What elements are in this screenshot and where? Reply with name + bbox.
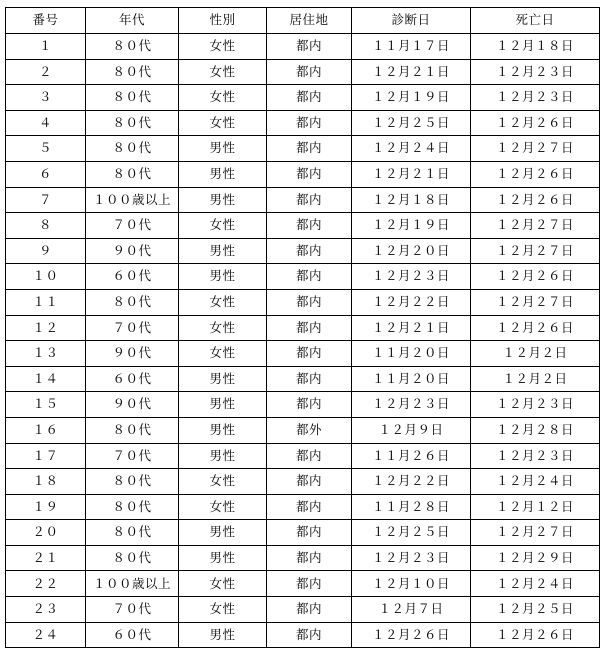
- number-cell: ２３: [6, 597, 86, 623]
- number-cell: ２: [6, 59, 86, 85]
- age-group-cell: ９０代: [86, 392, 179, 418]
- header-residence: 居住地: [267, 8, 352, 34]
- age-group-cell: ６０代: [86, 264, 179, 290]
- death-date-cell: １２月１８日: [471, 34, 600, 60]
- sex-cell: 男性: [179, 366, 267, 392]
- table-row: [6, 238, 600, 264]
- death-date-cell: １２月２７日: [471, 289, 600, 315]
- death-date-cell: １２月２６日: [471, 161, 600, 187]
- diagnosis-date-cell: １２月２１日: [352, 161, 471, 187]
- age-group-cell: ６０代: [86, 366, 179, 392]
- diagnosis-date-cell: １２月１８日: [352, 187, 471, 213]
- age-group-cell: ８０代: [86, 417, 179, 443]
- table-body: [6, 34, 600, 648]
- diagnosis-date-cell: １２月２４日: [352, 136, 471, 162]
- table-row: [6, 136, 600, 162]
- residence-cell: 都内: [267, 289, 352, 315]
- sex-cell: 女性: [179, 469, 267, 495]
- death-date-cell: １２月２３日: [471, 85, 600, 111]
- age-group-cell: ８０代: [86, 161, 179, 187]
- death-date-cell: １２月２７日: [471, 238, 600, 264]
- death-date-cell: １２月２３日: [471, 443, 600, 469]
- header-sex: 性別: [179, 8, 267, 34]
- diagnosis-date-cell: １２月２１日: [352, 59, 471, 85]
- death-date-cell: １２月２日: [471, 341, 600, 367]
- age-group-cell: ８０代: [86, 545, 179, 571]
- residence-cell: 都外: [267, 417, 352, 443]
- number-cell: １８: [6, 469, 86, 495]
- diagnosis-date-cell: １２月１９日: [352, 213, 471, 239]
- death-date-cell: １２月２８日: [471, 417, 600, 443]
- header-age-group: 年代: [86, 8, 179, 34]
- sex-cell: 女性: [179, 213, 267, 239]
- death-date-cell: １２月２３日: [471, 392, 600, 418]
- sex-cell: 男性: [179, 392, 267, 418]
- sex-cell: 男性: [179, 136, 267, 162]
- diagnosis-date-cell: １１月１７日: [352, 34, 471, 60]
- residence-cell: 都内: [267, 443, 352, 469]
- number-cell: １４: [6, 366, 86, 392]
- age-group-cell: ８０代: [86, 85, 179, 111]
- number-cell: １９: [6, 494, 86, 520]
- number-cell: １２: [6, 315, 86, 341]
- residence-cell: 都内: [267, 264, 352, 290]
- death-date-cell: １２月２４日: [471, 571, 600, 597]
- sex-cell: 女性: [179, 494, 267, 520]
- sex-cell: 女性: [179, 597, 267, 623]
- age-group-cell: ８０代: [86, 110, 179, 136]
- number-cell: １０: [6, 264, 86, 290]
- residence-cell: 都内: [267, 187, 352, 213]
- table-row: [6, 545, 600, 571]
- number-cell: ６: [6, 161, 86, 187]
- sex-cell: 男性: [179, 238, 267, 264]
- sex-cell: 女性: [179, 34, 267, 60]
- death-date-cell: １２月２９日: [471, 545, 600, 571]
- residence-cell: 都内: [267, 341, 352, 367]
- age-group-cell: ６０代: [86, 622, 179, 648]
- number-cell: ２２: [6, 571, 86, 597]
- number-cell: １１: [6, 289, 86, 315]
- number-cell: ２４: [6, 622, 86, 648]
- age-group-cell: ８０代: [86, 136, 179, 162]
- sex-cell: 女性: [179, 315, 267, 341]
- residence-cell: 都内: [267, 494, 352, 520]
- number-cell: ４: [6, 110, 86, 136]
- number-cell: １５: [6, 392, 86, 418]
- header-number: 番号: [6, 8, 86, 34]
- diagnosis-date-cell: １２月２２日: [352, 289, 471, 315]
- age-group-cell: ７０代: [86, 597, 179, 623]
- age-group-cell: ７０代: [86, 213, 179, 239]
- residence-cell: 都内: [267, 392, 352, 418]
- residence-cell: 都内: [267, 213, 352, 239]
- residence-cell: 都内: [267, 571, 352, 597]
- diagnosis-date-cell: １２月２３日: [352, 392, 471, 418]
- diagnosis-date-cell: １１月２０日: [352, 341, 471, 367]
- residence-cell: 都内: [267, 34, 352, 60]
- residence-cell: 都内: [267, 315, 352, 341]
- diagnosis-date-cell: １２月１９日: [352, 85, 471, 111]
- diagnosis-date-cell: １２月２２日: [352, 469, 471, 495]
- table-row: [6, 443, 600, 469]
- age-group-cell: １００歳以上: [86, 187, 179, 213]
- age-group-cell: ９０代: [86, 238, 179, 264]
- table-row: [6, 289, 600, 315]
- age-group-cell: ７０代: [86, 443, 179, 469]
- table-row: [6, 85, 600, 111]
- diagnosis-date-cell: １２月９日: [352, 417, 471, 443]
- header-death-date: 死亡日: [471, 8, 600, 34]
- diagnosis-date-cell: １２月２５日: [352, 110, 471, 136]
- age-group-cell: １００歳以上: [86, 571, 179, 597]
- header-row: [6, 8, 600, 34]
- death-date-cell: １２月２７日: [471, 213, 600, 239]
- number-cell: １３: [6, 341, 86, 367]
- sex-cell: 女性: [179, 289, 267, 315]
- sex-cell: 女性: [179, 341, 267, 367]
- sex-cell: 男性: [179, 443, 267, 469]
- age-group-cell: ８０代: [86, 34, 179, 60]
- sex-cell: 男性: [179, 520, 267, 546]
- table-row: [6, 520, 600, 546]
- residence-cell: 都内: [267, 161, 352, 187]
- age-group-cell: ８０代: [86, 469, 179, 495]
- residence-cell: 都内: [267, 597, 352, 623]
- death-date-cell: １２月１２日: [471, 494, 600, 520]
- diagnosis-date-cell: １１月２６日: [352, 443, 471, 469]
- age-group-cell: ８０代: [86, 59, 179, 85]
- death-date-cell: １２月２７日: [471, 520, 600, 546]
- sex-cell: 男性: [179, 622, 267, 648]
- sex-cell: 男性: [179, 264, 267, 290]
- table-row: [6, 392, 600, 418]
- residence-cell: 都内: [267, 85, 352, 111]
- death-date-cell: １２月２６日: [471, 110, 600, 136]
- table-row: [6, 315, 600, 341]
- table-row: [6, 366, 600, 392]
- table-row: [6, 597, 600, 623]
- table-row: [6, 110, 600, 136]
- residence-cell: 都内: [267, 545, 352, 571]
- number-cell: １: [6, 34, 86, 60]
- sex-cell: 男性: [179, 161, 267, 187]
- number-cell: １６: [6, 417, 86, 443]
- death-date-cell: １２月２３日: [471, 59, 600, 85]
- death-date-cell: １２月２６日: [471, 264, 600, 290]
- table-row: [6, 469, 600, 495]
- death-date-cell: １２月２６日: [471, 622, 600, 648]
- table-row: [6, 59, 600, 85]
- residence-cell: 都内: [267, 110, 352, 136]
- number-cell: ２０: [6, 520, 86, 546]
- table-row: [6, 34, 600, 60]
- diagnosis-date-cell: １１月２０日: [352, 366, 471, 392]
- sex-cell: 女性: [179, 85, 267, 111]
- residence-cell: 都内: [267, 59, 352, 85]
- cases-table: [5, 7, 600, 648]
- table-row: [6, 264, 600, 290]
- number-cell: ５: [6, 136, 86, 162]
- residence-cell: 都内: [267, 520, 352, 546]
- death-date-cell: １２月２７日: [471, 136, 600, 162]
- residence-cell: 都内: [267, 622, 352, 648]
- table-row: [6, 622, 600, 648]
- age-group-cell: ８０代: [86, 520, 179, 546]
- diagnosis-date-cell: １２月２１日: [352, 315, 471, 341]
- death-date-cell: １２月２６日: [471, 187, 600, 213]
- number-cell: ８: [6, 213, 86, 239]
- table-row: [6, 417, 600, 443]
- table-row: [6, 213, 600, 239]
- table-row: [6, 341, 600, 367]
- diagnosis-date-cell: １１月２８日: [352, 494, 471, 520]
- sex-cell: 女性: [179, 571, 267, 597]
- age-group-cell: ８０代: [86, 289, 179, 315]
- death-date-cell: １２月２６日: [471, 315, 600, 341]
- residence-cell: 都内: [267, 238, 352, 264]
- sex-cell: 男性: [179, 417, 267, 443]
- sex-cell: 女性: [179, 110, 267, 136]
- diagnosis-date-cell: １２月７日: [352, 597, 471, 623]
- table-row: [6, 187, 600, 213]
- table-row: [6, 494, 600, 520]
- diagnosis-date-cell: １２月２３日: [352, 264, 471, 290]
- residence-cell: 都内: [267, 136, 352, 162]
- residence-cell: 都内: [267, 366, 352, 392]
- number-cell: １７: [6, 443, 86, 469]
- sex-cell: 男性: [179, 187, 267, 213]
- sex-cell: 男性: [179, 545, 267, 571]
- age-group-cell: ７０代: [86, 315, 179, 341]
- header-diagnosis-date: 診断日: [352, 8, 471, 34]
- age-group-cell: ８０代: [86, 494, 179, 520]
- table-row: [6, 571, 600, 597]
- table-row: [6, 161, 600, 187]
- number-cell: ３: [6, 85, 86, 111]
- death-date-cell: １２月２日: [471, 366, 600, 392]
- diagnosis-date-cell: １２月２３日: [352, 545, 471, 571]
- number-cell: ９: [6, 238, 86, 264]
- death-date-cell: １２月２５日: [471, 597, 600, 623]
- death-date-cell: １２月２４日: [471, 469, 600, 495]
- diagnosis-date-cell: １２月１０日: [352, 571, 471, 597]
- number-cell: ２１: [6, 545, 86, 571]
- diagnosis-date-cell: １２月２６日: [352, 622, 471, 648]
- residence-cell: 都内: [267, 469, 352, 495]
- age-group-cell: ９０代: [86, 341, 179, 367]
- diagnosis-date-cell: １２月２５日: [352, 520, 471, 546]
- sex-cell: 女性: [179, 59, 267, 85]
- diagnosis-date-cell: １２月２０日: [352, 238, 471, 264]
- number-cell: ７: [6, 187, 86, 213]
